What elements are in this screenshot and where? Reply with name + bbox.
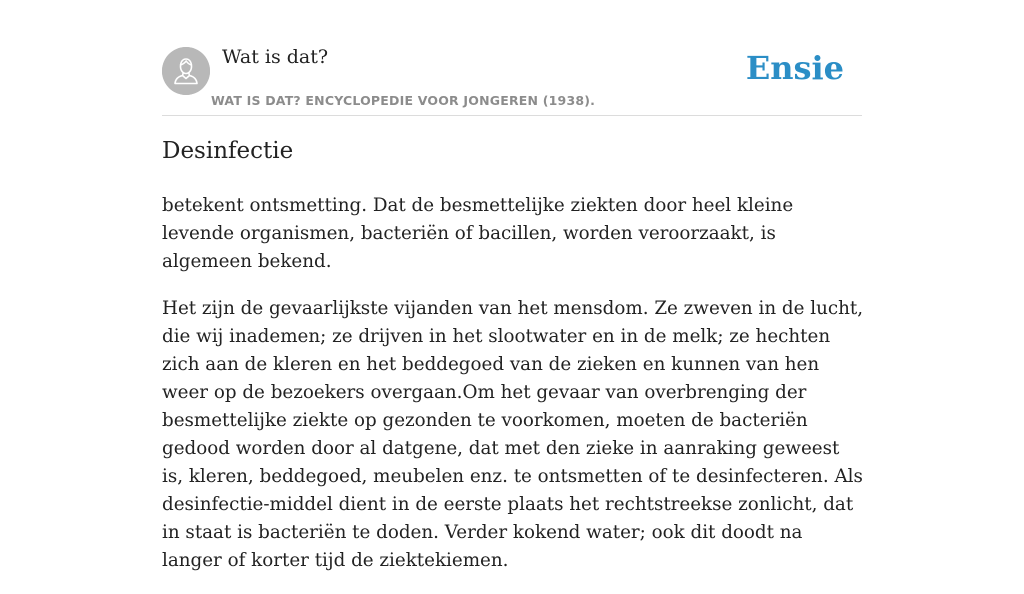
article-body [162,192,864,594]
source-subtitle[interactable]: WAT IS DAT? ENCYCLOPEDIE VOOR JONGEREN (1938). [211,93,596,108]
article-title: Desinfectie [162,138,294,164]
brand-logo[interactable]: Ensie [745,49,844,87]
article-paragraph: betekent ontsmetting. Dat de besmettelijke ziekten door heel kleine levende organismen, bacteriën of bacillen, worden veroorzaakt, is algemeen bekend. [162,195,794,272]
article-paragraph: Het zijn de gevaarlijkste vijanden van het mensdom. Ze zweven in de lucht, die wij inademen; ze drijven in het slootwater en in de melk; ze hechten zich aan de kleren en het beddegoed van de zieken en kunnen van hen weer op de bezoekers overgaan.Om het gevaar van overbrenging der besmettelijke ziekte op gezonden te voorkomen, moeten de bacteriën gedood worden door al datgene, dat met den zieke in aanraking geweest is, kleren, beddegoed, meubelen enz. te ontsmetten of te desinfecteren. Als desinfectie-middel dient in de eerste plaats het rechtstreekse zonlicht, dat in staat is bacteriën te doden. Verder kokend water; ook dit doodt na langer of korter tijd de ziektekiemen. [162,298,864,571]
user-icon [162,47,210,95]
source-avatar[interactable] [162,47,210,95]
source-title[interactable]: Wat is dat? [222,46,329,68]
source-header [162,40,862,116]
